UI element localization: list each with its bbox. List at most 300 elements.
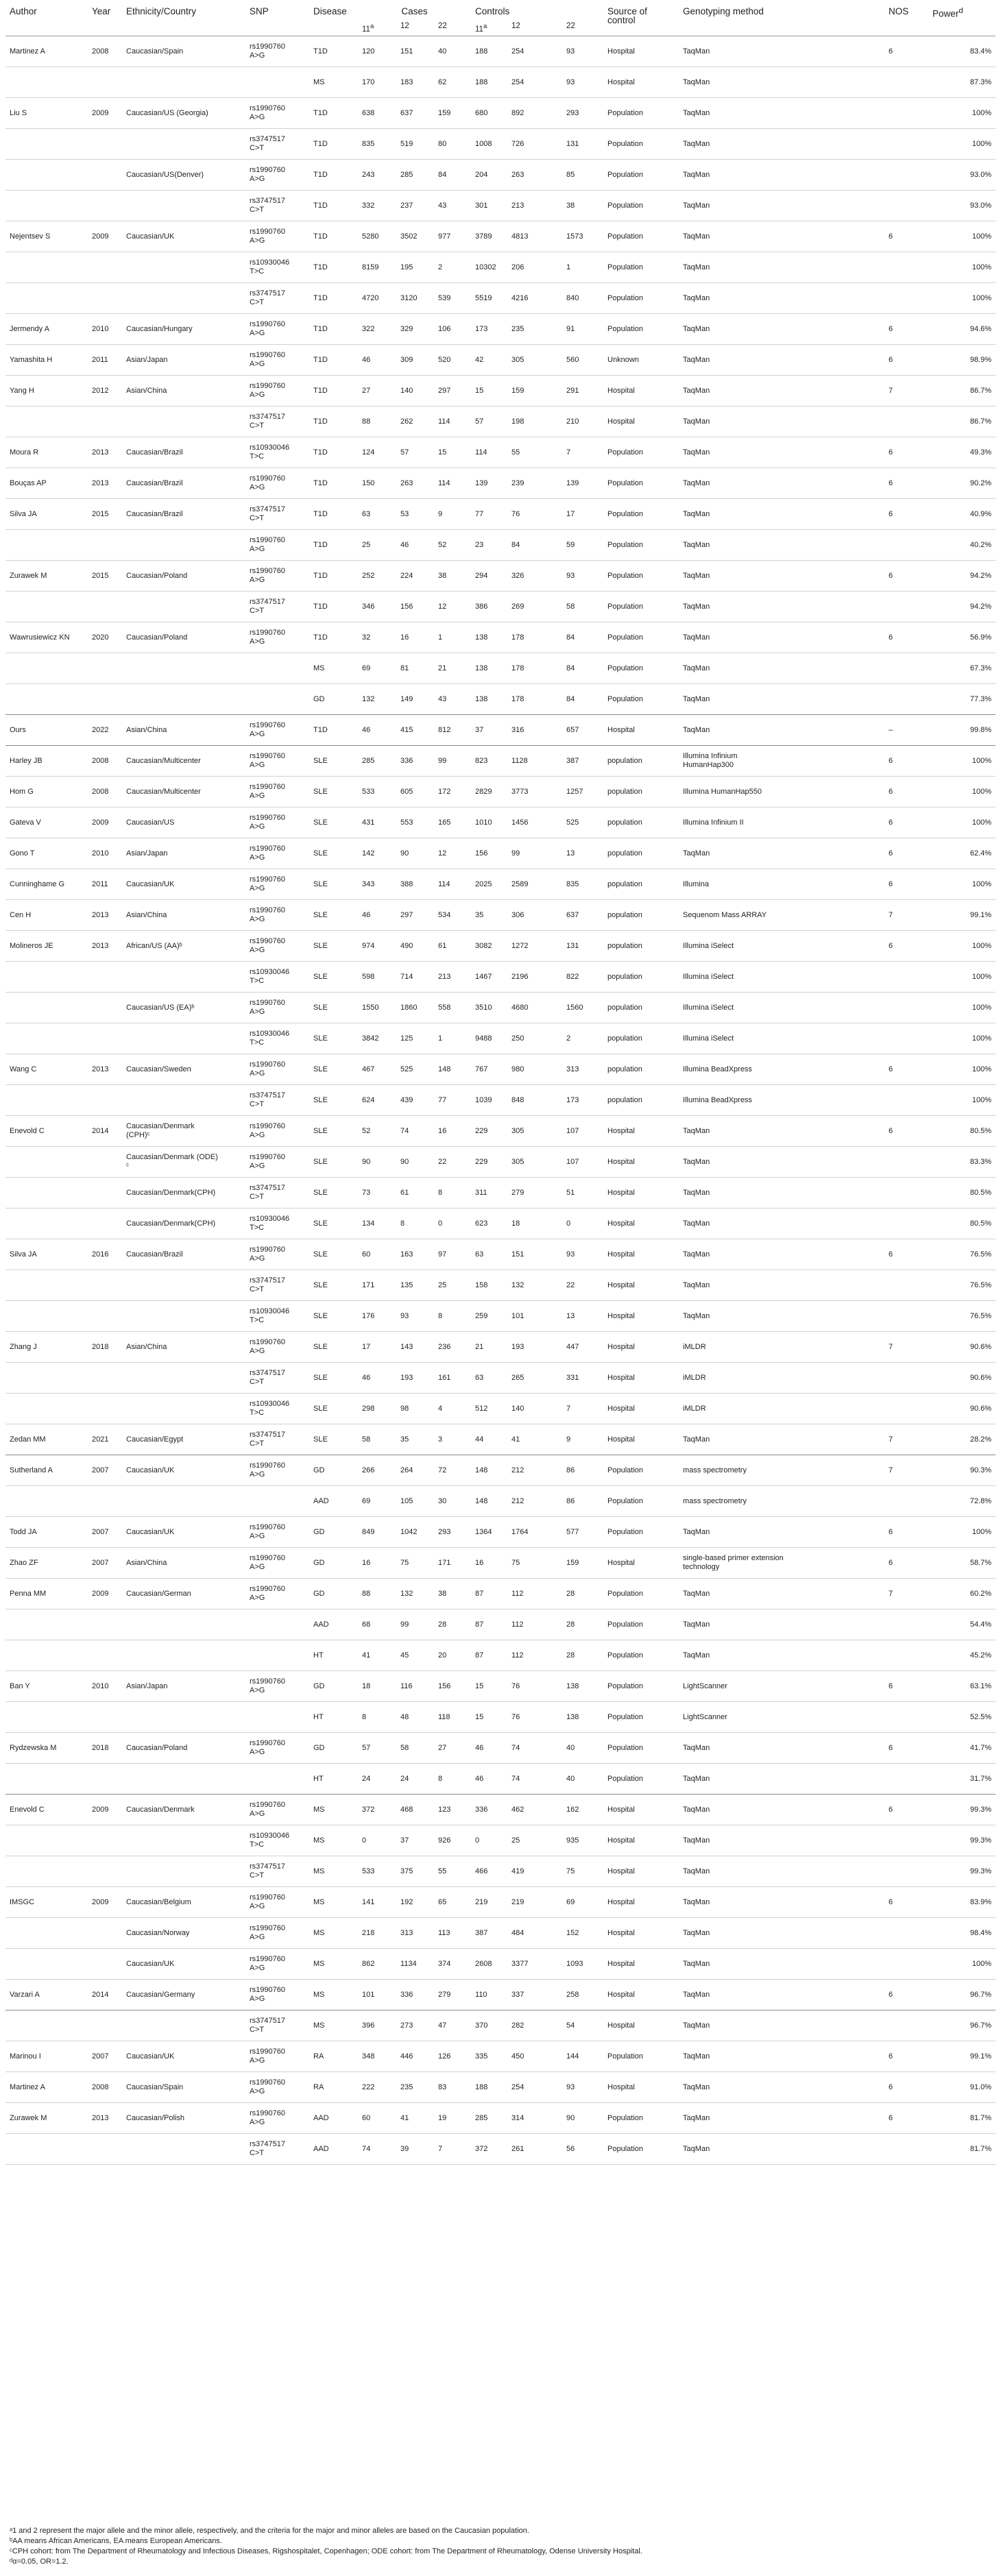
cell-ethnicity xyxy=(122,684,245,715)
cell-ethnicity: Caucasian/UK xyxy=(122,869,245,900)
header-ethnicity: Ethnicity/Country xyxy=(126,6,197,16)
cell-cases-11: 849 xyxy=(358,1517,396,1548)
cell-genotyping: TaqMan xyxy=(679,684,884,715)
cell-controls-12: 55 xyxy=(507,437,562,468)
cell-snp: rs1990760 A>G xyxy=(245,838,309,869)
cell-controls-11: 301 xyxy=(471,191,507,221)
cell-genotyping: TaqMan xyxy=(679,252,884,283)
table-row xyxy=(5,345,996,376)
table-row xyxy=(5,1795,996,1825)
cell-ethnicity: Caucasian/Spain xyxy=(122,2072,245,2103)
cell-nos xyxy=(884,1208,928,1239)
cell-controls-11: 311 xyxy=(471,1178,507,1208)
cell-cases-22: 539 xyxy=(434,283,471,314)
cell-nos xyxy=(884,1918,928,1949)
cell-nos xyxy=(884,2010,928,2041)
cell-cases-12: 224 xyxy=(396,561,434,592)
cell-cases-12: 714 xyxy=(396,962,434,993)
cell-ethnicity: Caucasian/Sweden xyxy=(122,1054,245,1085)
table-row xyxy=(5,1640,996,1671)
cell-disease: MS xyxy=(309,1795,358,1825)
table-row xyxy=(5,468,996,499)
table-row xyxy=(5,221,996,252)
cell-source: Population xyxy=(603,1609,679,1640)
cell-source: Population xyxy=(603,499,679,530)
cell-year: 2009 xyxy=(88,1579,122,1609)
cell-disease: T1D xyxy=(309,129,358,160)
table-row xyxy=(5,2041,996,2072)
cell-controls-11: 229 xyxy=(471,1147,507,1178)
cell-controls-11: 148 xyxy=(471,1455,507,1486)
cell-power: 100% xyxy=(928,283,996,314)
cell-controls-22: 138 xyxy=(562,1671,603,1702)
cell-nos xyxy=(884,1486,928,1517)
cell-controls-12: 75 xyxy=(507,1548,562,1579)
cell-source: Population xyxy=(603,1640,679,1671)
cell-snp: rs1990760 A>G xyxy=(245,1332,309,1363)
cell-cases-11: 142 xyxy=(358,838,396,869)
cell-nos xyxy=(884,993,928,1023)
cell-nos xyxy=(884,1363,928,1394)
cell-nos xyxy=(884,283,928,314)
cell-nos xyxy=(884,1023,928,1054)
cell-cases-22: 84 xyxy=(434,160,471,191)
cell-ethnicity: Caucasian/UK xyxy=(122,221,245,252)
cell-cases-11: 60 xyxy=(358,2103,396,2134)
cell-author: Zhang J xyxy=(5,1332,88,1363)
cell-year xyxy=(88,67,122,98)
cell-controls-22: 173 xyxy=(562,1085,603,1116)
cell-cases-11: 24 xyxy=(358,1764,396,1795)
cell-cases-12: 3502 xyxy=(396,221,434,252)
cell-genotyping: TaqMan xyxy=(679,592,884,622)
cell-snp: rs10930046 T>C xyxy=(245,252,309,283)
cell-year xyxy=(88,1702,122,1733)
cell-controls-12: 178 xyxy=(507,622,562,653)
cell-cases-22: 106 xyxy=(434,314,471,345)
cell-disease: SLE xyxy=(309,838,358,869)
footnote-d: ᵈα=0.05, OR=1.2. xyxy=(10,2557,69,2566)
cell-snp: rs10930046 T>C xyxy=(245,1023,309,1054)
table-row xyxy=(5,1085,996,1116)
cell-nos xyxy=(884,1609,928,1640)
cell-controls-22: 93 xyxy=(562,1239,603,1270)
cell-snp: rs3747517 C>T xyxy=(245,283,309,314)
cell-controls-11: 2608 xyxy=(471,1949,507,1980)
cell-nos: 6 xyxy=(884,1980,928,2010)
cell-ethnicity: Asian/Japan xyxy=(122,838,245,869)
table-row xyxy=(5,1301,996,1332)
cell-cases-12: 468 xyxy=(396,1795,434,1825)
cell-controls-11: 37 xyxy=(471,715,507,746)
table-row xyxy=(5,1579,996,1609)
cell-power: 100% xyxy=(928,252,996,283)
footnote-b: ᵇAA means African Americans, EA means European Americans. xyxy=(10,2537,222,2545)
cell-genotyping: Illumina iSelect xyxy=(679,962,884,993)
cell-cases-22: 19 xyxy=(434,2103,471,2134)
cell-cases-22: 1 xyxy=(434,622,471,653)
cell-ethnicity xyxy=(122,1856,245,1887)
cell-ethnicity: Caucasian/Denmark (CPH)ᶜ xyxy=(122,1116,245,1147)
cell-power: 94.2% xyxy=(928,561,996,592)
table-row xyxy=(5,777,996,807)
cell-genotyping: TaqMan xyxy=(679,1239,884,1270)
cell-genotyping: TaqMan xyxy=(679,221,884,252)
cell-snp: rs1990760 A>G xyxy=(245,1147,309,1178)
cell-snp: rs1990760 A>G xyxy=(245,1116,309,1147)
table-row xyxy=(5,684,996,715)
cell-snp: rs3747517 C>T xyxy=(245,1085,309,1116)
table-row xyxy=(5,592,996,622)
cell-author xyxy=(5,1640,88,1671)
table-row xyxy=(5,1702,996,1733)
cell-source: Population xyxy=(603,2134,679,2165)
cell-controls-11: 512 xyxy=(471,1394,507,1424)
cell-controls-22: 657 xyxy=(562,715,603,746)
table-row xyxy=(5,962,996,993)
cell-cases-12: 313 xyxy=(396,1918,434,1949)
cell-controls-22: 93 xyxy=(562,36,603,67)
cell-controls-11: 767 xyxy=(471,1054,507,1085)
cell-power: 100% xyxy=(928,777,996,807)
cell-snp: rs1990760 A>G xyxy=(245,1733,309,1764)
table-row xyxy=(5,2134,996,2165)
cell-year xyxy=(88,1023,122,1054)
cell-source: Hospital xyxy=(603,1548,679,1579)
cell-author xyxy=(5,67,88,98)
cell-controls-12: 41 xyxy=(507,1424,562,1455)
cell-cases-12: 58 xyxy=(396,1733,434,1764)
cell-author: Gono T xyxy=(5,838,88,869)
cell-controls-11: 229 xyxy=(471,1116,507,1147)
cell-controls-12: 265 xyxy=(507,1363,562,1394)
cell-disease: GD xyxy=(309,1671,358,1702)
cell-power: 100% xyxy=(928,129,996,160)
cell-power: 67.3% xyxy=(928,653,996,684)
cell-cases-22: 52 xyxy=(434,530,471,561)
cell-source: Population xyxy=(603,1702,679,1733)
cell-source: Hospital xyxy=(603,2010,679,2041)
cell-snp: rs3747517 C>T xyxy=(245,2010,309,2041)
cell-source: Population xyxy=(603,191,679,221)
cell-ethnicity: Asian/Japan xyxy=(122,1671,245,1702)
cell-disease: T1D xyxy=(309,530,358,561)
cell-author xyxy=(5,1856,88,1887)
cell-power: 100% xyxy=(928,807,996,838)
cell-author: Silva JA xyxy=(5,499,88,530)
cell-cases-11: 25 xyxy=(358,530,396,561)
cell-disease: MS xyxy=(309,1949,358,1980)
cell-controls-22: 331 xyxy=(562,1363,603,1394)
cell-disease: T1D xyxy=(309,468,358,499)
cell-source: Hospital xyxy=(603,1424,679,1455)
cell-snp: rs1990760 A>G xyxy=(245,931,309,962)
cell-controls-22: 93 xyxy=(562,67,603,98)
cell-ethnicity xyxy=(122,1702,245,1733)
cell-cases-12: 237 xyxy=(396,191,434,221)
cell-genotyping: Sequenom Mass ARRAY xyxy=(679,900,884,931)
cell-author xyxy=(5,160,88,191)
cell-snp: rs10930046 T>C xyxy=(245,1301,309,1332)
table-row xyxy=(5,1517,996,1548)
cell-cases-12: 90 xyxy=(396,838,434,869)
table-row xyxy=(5,746,996,777)
table-row xyxy=(5,838,996,869)
cell-cases-22: 171 xyxy=(434,1548,471,1579)
cell-year xyxy=(88,129,122,160)
cell-controls-12: 101 xyxy=(507,1301,562,1332)
cell-genotyping: TaqMan xyxy=(679,98,884,129)
cell-power: 86.7% xyxy=(928,376,996,406)
cell-controls-11: 16 xyxy=(471,1548,507,1579)
cell-snp: rs1990760 A>G xyxy=(245,1579,309,1609)
cell-controls-12: 2196 xyxy=(507,962,562,993)
cell-source: Hospital xyxy=(603,1949,679,1980)
cell-ethnicity: Caucasian/US (EA)ᵇ xyxy=(122,993,245,1023)
table-row xyxy=(5,437,996,468)
cell-controls-11: 1010 xyxy=(471,807,507,838)
cell-source: population xyxy=(603,993,679,1023)
cell-power: 83.4% xyxy=(928,36,996,67)
cell-controls-22: 93 xyxy=(562,561,603,592)
cell-nos: 6 xyxy=(884,345,928,376)
cell-snp: rs1990760 A>G xyxy=(245,1795,309,1825)
cell-ethnicity xyxy=(122,1363,245,1394)
cell-nos: 6 xyxy=(884,838,928,869)
cell-controls-22: 58 xyxy=(562,592,603,622)
cell-controls-22: 93 xyxy=(562,2072,603,2103)
cell-genotyping: TaqMan xyxy=(679,1147,884,1178)
cell-genotyping: TaqMan xyxy=(679,1116,884,1147)
cell-genotyping: Illumina BeadXpress xyxy=(679,1054,884,1085)
cell-ethnicity xyxy=(122,1825,245,1856)
cell-cases-22: 9 xyxy=(434,499,471,530)
cell-genotyping: TaqMan xyxy=(679,1887,884,1918)
cell-year xyxy=(88,2010,122,2041)
cell-disease: GD xyxy=(309,1548,358,1579)
cell-ethnicity: Caucasian/US(Denver) xyxy=(122,160,245,191)
cell-controls-22: 637 xyxy=(562,900,603,931)
cell-genotyping: Illumina iSelect xyxy=(679,1023,884,1054)
cell-genotyping: TaqMan xyxy=(679,345,884,376)
cell-year xyxy=(88,1208,122,1239)
cell-cases-11: 638 xyxy=(358,98,396,129)
cell-controls-11: 173 xyxy=(471,314,507,345)
cell-source: Population xyxy=(603,592,679,622)
cell-disease: T1D xyxy=(309,499,358,530)
cell-snp xyxy=(245,653,309,684)
cell-source: Population xyxy=(603,1486,679,1517)
cell-controls-11: 259 xyxy=(471,1301,507,1332)
footnote-c: ᶜCPH cohort: from The Department of Rheumatology and Infectious Diseases, Rigshospitalet, Copenhagen; ODE cohort: from The Department of Rheumatology, Odense University Hospital. xyxy=(10,2547,642,2555)
cell-cases-12: 156 xyxy=(396,592,434,622)
cell-ethnicity: Caucasian/Denmark(CPH) xyxy=(122,1178,245,1208)
cell-disease: SLE xyxy=(309,1178,358,1208)
cell-cases-22: 165 xyxy=(434,807,471,838)
cell-disease: SLE xyxy=(309,900,358,931)
cell-cases-11: 252 xyxy=(358,561,396,592)
header-cases-11 xyxy=(358,22,396,36)
cell-cases-12: 3120 xyxy=(396,283,434,314)
cell-power: 100% xyxy=(928,1054,996,1085)
cell-cases-22: 43 xyxy=(434,191,471,221)
cell-disease: T1D xyxy=(309,715,358,746)
cell-ethnicity: Caucasian/Norway xyxy=(122,1918,245,1949)
cell-controls-12: 151 xyxy=(507,1239,562,1270)
cell-cases-22: 293 xyxy=(434,1517,471,1548)
cell-year xyxy=(88,1949,122,1980)
cell-source: Unknown xyxy=(603,345,679,376)
cell-cases-12: 329 xyxy=(396,314,434,345)
cell-controls-12: 84 xyxy=(507,530,562,561)
cell-controls-11: 1039 xyxy=(471,1085,507,1116)
cell-genotyping: TaqMan xyxy=(679,468,884,499)
cell-controls-11: 23 xyxy=(471,530,507,561)
cell-cases-22: 236 xyxy=(434,1332,471,1363)
cell-disease: GD xyxy=(309,684,358,715)
cell-ethnicity: Asian/China xyxy=(122,1332,245,1363)
cell-controls-11: 21 xyxy=(471,1332,507,1363)
cell-cases-12: 74 xyxy=(396,1116,434,1147)
cell-cases-12: 99 xyxy=(396,1609,434,1640)
cell-cases-11: 58 xyxy=(358,1424,396,1455)
cell-year: 2018 xyxy=(88,1332,122,1363)
cell-controls-22: 28 xyxy=(562,1579,603,1609)
cell-nos xyxy=(884,406,928,437)
cell-year: 2007 xyxy=(88,1548,122,1579)
cell-controls-22: 9 xyxy=(562,1424,603,1455)
cell-year: 2008 xyxy=(88,777,122,807)
cell-snp: rs1990760 A>G xyxy=(245,1548,309,1579)
cell-controls-11: 139 xyxy=(471,468,507,499)
cell-snp: rs3747517 C>T xyxy=(245,1363,309,1394)
footnote-a: ᵃ1 and 2 represent the major allele and the minor allele, respectively, and the criteria for the major and minor alleles are based on the Caucasian population. xyxy=(10,2527,529,2535)
cell-year xyxy=(88,1918,122,1949)
cell-genotyping: TaqMan xyxy=(679,1609,884,1640)
cell-year xyxy=(88,1609,122,1640)
table-row xyxy=(5,1548,996,1579)
cell-ethnicity: Caucasian/German xyxy=(122,1579,245,1609)
cell-cases-12: 90 xyxy=(396,1147,434,1178)
cell-controls-12: 178 xyxy=(507,653,562,684)
cell-disease: GD xyxy=(309,1455,358,1486)
header-cases-11-label: 11 xyxy=(362,25,370,34)
cell-power: 77.3% xyxy=(928,684,996,715)
cell-year xyxy=(88,191,122,221)
cell-disease: T1D xyxy=(309,561,358,592)
header-controls-12: 12 xyxy=(511,22,520,30)
cell-cases-12: 1042 xyxy=(396,1517,434,1548)
cell-controls-12: 4216 xyxy=(507,283,562,314)
cell-snp xyxy=(245,1609,309,1640)
cell-year: 2013 xyxy=(88,2103,122,2134)
cell-controls-11: 87 xyxy=(471,1640,507,1671)
cell-controls-22: 56 xyxy=(562,2134,603,2165)
cell-cases-12: 151 xyxy=(396,36,434,67)
cell-ethnicity: Caucasian/Brazil xyxy=(122,437,245,468)
cell-genotyping: mass spectrometry xyxy=(679,1486,884,1517)
table-row xyxy=(5,1208,996,1239)
cell-source: Population xyxy=(603,1764,679,1795)
cell-snp: rs1990760 A>G xyxy=(245,1918,309,1949)
cell-cases-22: 65 xyxy=(434,1887,471,1918)
cell-controls-22: 69 xyxy=(562,1887,603,1918)
cell-source: Population xyxy=(603,530,679,561)
cell-year: 2009 xyxy=(88,221,122,252)
cell-year xyxy=(88,406,122,437)
cell-source: population xyxy=(603,807,679,838)
cell-nos xyxy=(884,1640,928,1671)
cell-disease: T1D xyxy=(309,283,358,314)
cell-power: 28.2% xyxy=(928,1424,996,1455)
cell-cases-22: 25 xyxy=(434,1270,471,1301)
cell-snp: rs3747517 C>T xyxy=(245,129,309,160)
cell-controls-11: 63 xyxy=(471,1363,507,1394)
cell-controls-11: 1364 xyxy=(471,1517,507,1548)
cell-disease: HT xyxy=(309,1702,358,1733)
cell-cases-12: 1134 xyxy=(396,1949,434,1980)
cell-disease: T1D xyxy=(309,221,358,252)
cell-controls-12: 261 xyxy=(507,2134,562,2165)
cell-cases-22: 172 xyxy=(434,777,471,807)
cell-ethnicity xyxy=(122,1640,245,1671)
cell-cases-22: 16 xyxy=(434,1116,471,1147)
cell-controls-11: 188 xyxy=(471,2072,507,2103)
cell-cases-12: 149 xyxy=(396,684,434,715)
table-row xyxy=(5,1825,996,1856)
cell-nos: 6 xyxy=(884,1517,928,1548)
cell-controls-22: 138 xyxy=(562,1702,603,1733)
cell-author xyxy=(5,653,88,684)
cell-controls-22: 84 xyxy=(562,622,603,653)
cell-source: Hospital xyxy=(603,1208,679,1239)
cell-snp: rs1990760 A>G xyxy=(245,715,309,746)
cell-year: 2013 xyxy=(88,468,122,499)
cell-cases-11: 3842 xyxy=(358,1023,396,1054)
cell-author xyxy=(5,1825,88,1856)
header-power-sup: d xyxy=(958,7,963,15)
cell-author: Wawrusiewicz KN xyxy=(5,622,88,653)
cell-nos: – xyxy=(884,715,928,746)
cell-cases-12: 37 xyxy=(396,1825,434,1856)
cell-disease: T1D xyxy=(309,160,358,191)
cell-controls-11: 138 xyxy=(471,684,507,715)
cell-source: population xyxy=(603,746,679,777)
cell-genotyping: TaqMan xyxy=(679,1733,884,1764)
cell-cases-12: 637 xyxy=(396,98,434,129)
cell-disease: GD xyxy=(309,1733,358,1764)
cell-cases-11: 4720 xyxy=(358,283,396,314)
cell-author: Penna MM xyxy=(5,1579,88,1609)
cell-author: Zurawek M xyxy=(5,561,88,592)
cell-controls-11: 57 xyxy=(471,406,507,437)
cell-ethnicity xyxy=(122,1764,245,1795)
cell-nos: 6 xyxy=(884,314,928,345)
cell-author: Moura R xyxy=(5,437,88,468)
cell-source: Population xyxy=(603,129,679,160)
table-row xyxy=(5,376,996,406)
cell-year: 2007 xyxy=(88,1517,122,1548)
cell-genotyping: iMLDR xyxy=(679,1332,884,1363)
cell-source: population xyxy=(603,962,679,993)
cell-nos xyxy=(884,1825,928,1856)
cell-controls-22: 17 xyxy=(562,499,603,530)
cell-cases-22: 0 xyxy=(434,1208,471,1239)
cell-disease: SLE xyxy=(309,746,358,777)
cell-genotyping: TaqMan xyxy=(679,2010,884,2041)
cell-year: 2009 xyxy=(88,807,122,838)
cell-ethnicity: Asian/China xyxy=(122,900,245,931)
